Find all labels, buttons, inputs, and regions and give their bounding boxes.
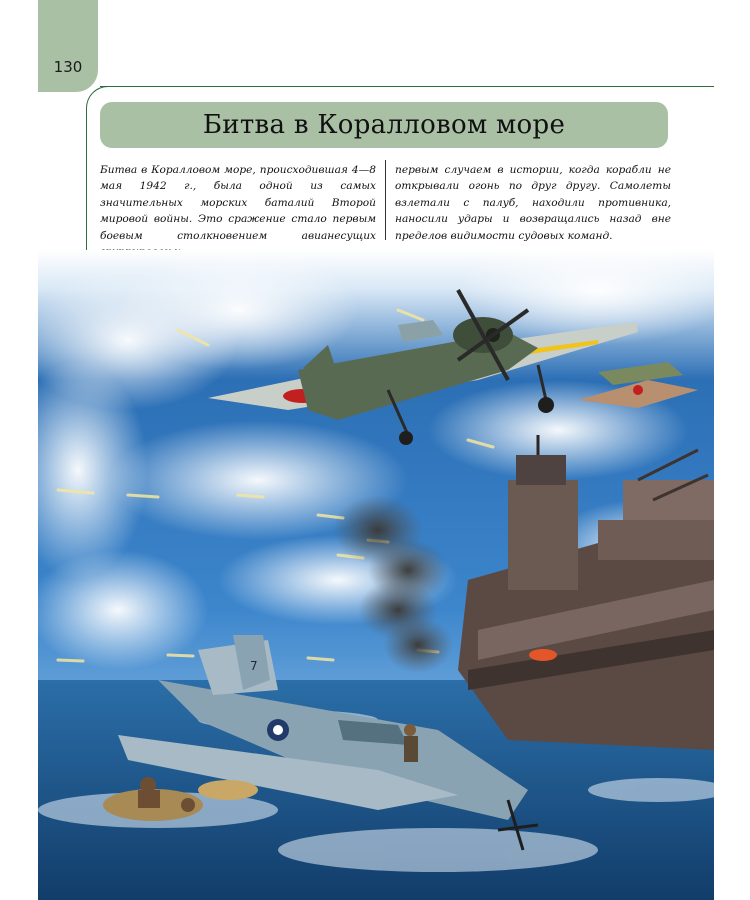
- article-column-left: Битва в Коралловом море, происходившая 4—8 мая 1942 г., была одной из самых значительных морских баталий Второй мировой войны. Это сражение стало первым боевым столкновением авианесущих: [100, 164, 376, 242]
- column-divider: [385, 160, 386, 240]
- article-column-right: первым случаем в истории, когда корабли не открывали огонь по друг другу. Самолеты взлетали с палуб, находили противника, наносили удары и возвращались назад вне пределов видимости судовых команд.: [395, 164, 671, 242]
- page-tab: [38, 0, 98, 92]
- title-banner: [100, 102, 668, 148]
- page-title: Битва в Коралловом море: [202, 110, 566, 140]
- frame-line-top: [100, 86, 714, 87]
- battle-illustration: [38, 250, 714, 900]
- page-number: 130: [53, 58, 83, 76]
- frame-line-left: [86, 108, 87, 268]
- fighter-tail-number: 7: [250, 659, 258, 673]
- battle-scene: [38, 250, 714, 900]
